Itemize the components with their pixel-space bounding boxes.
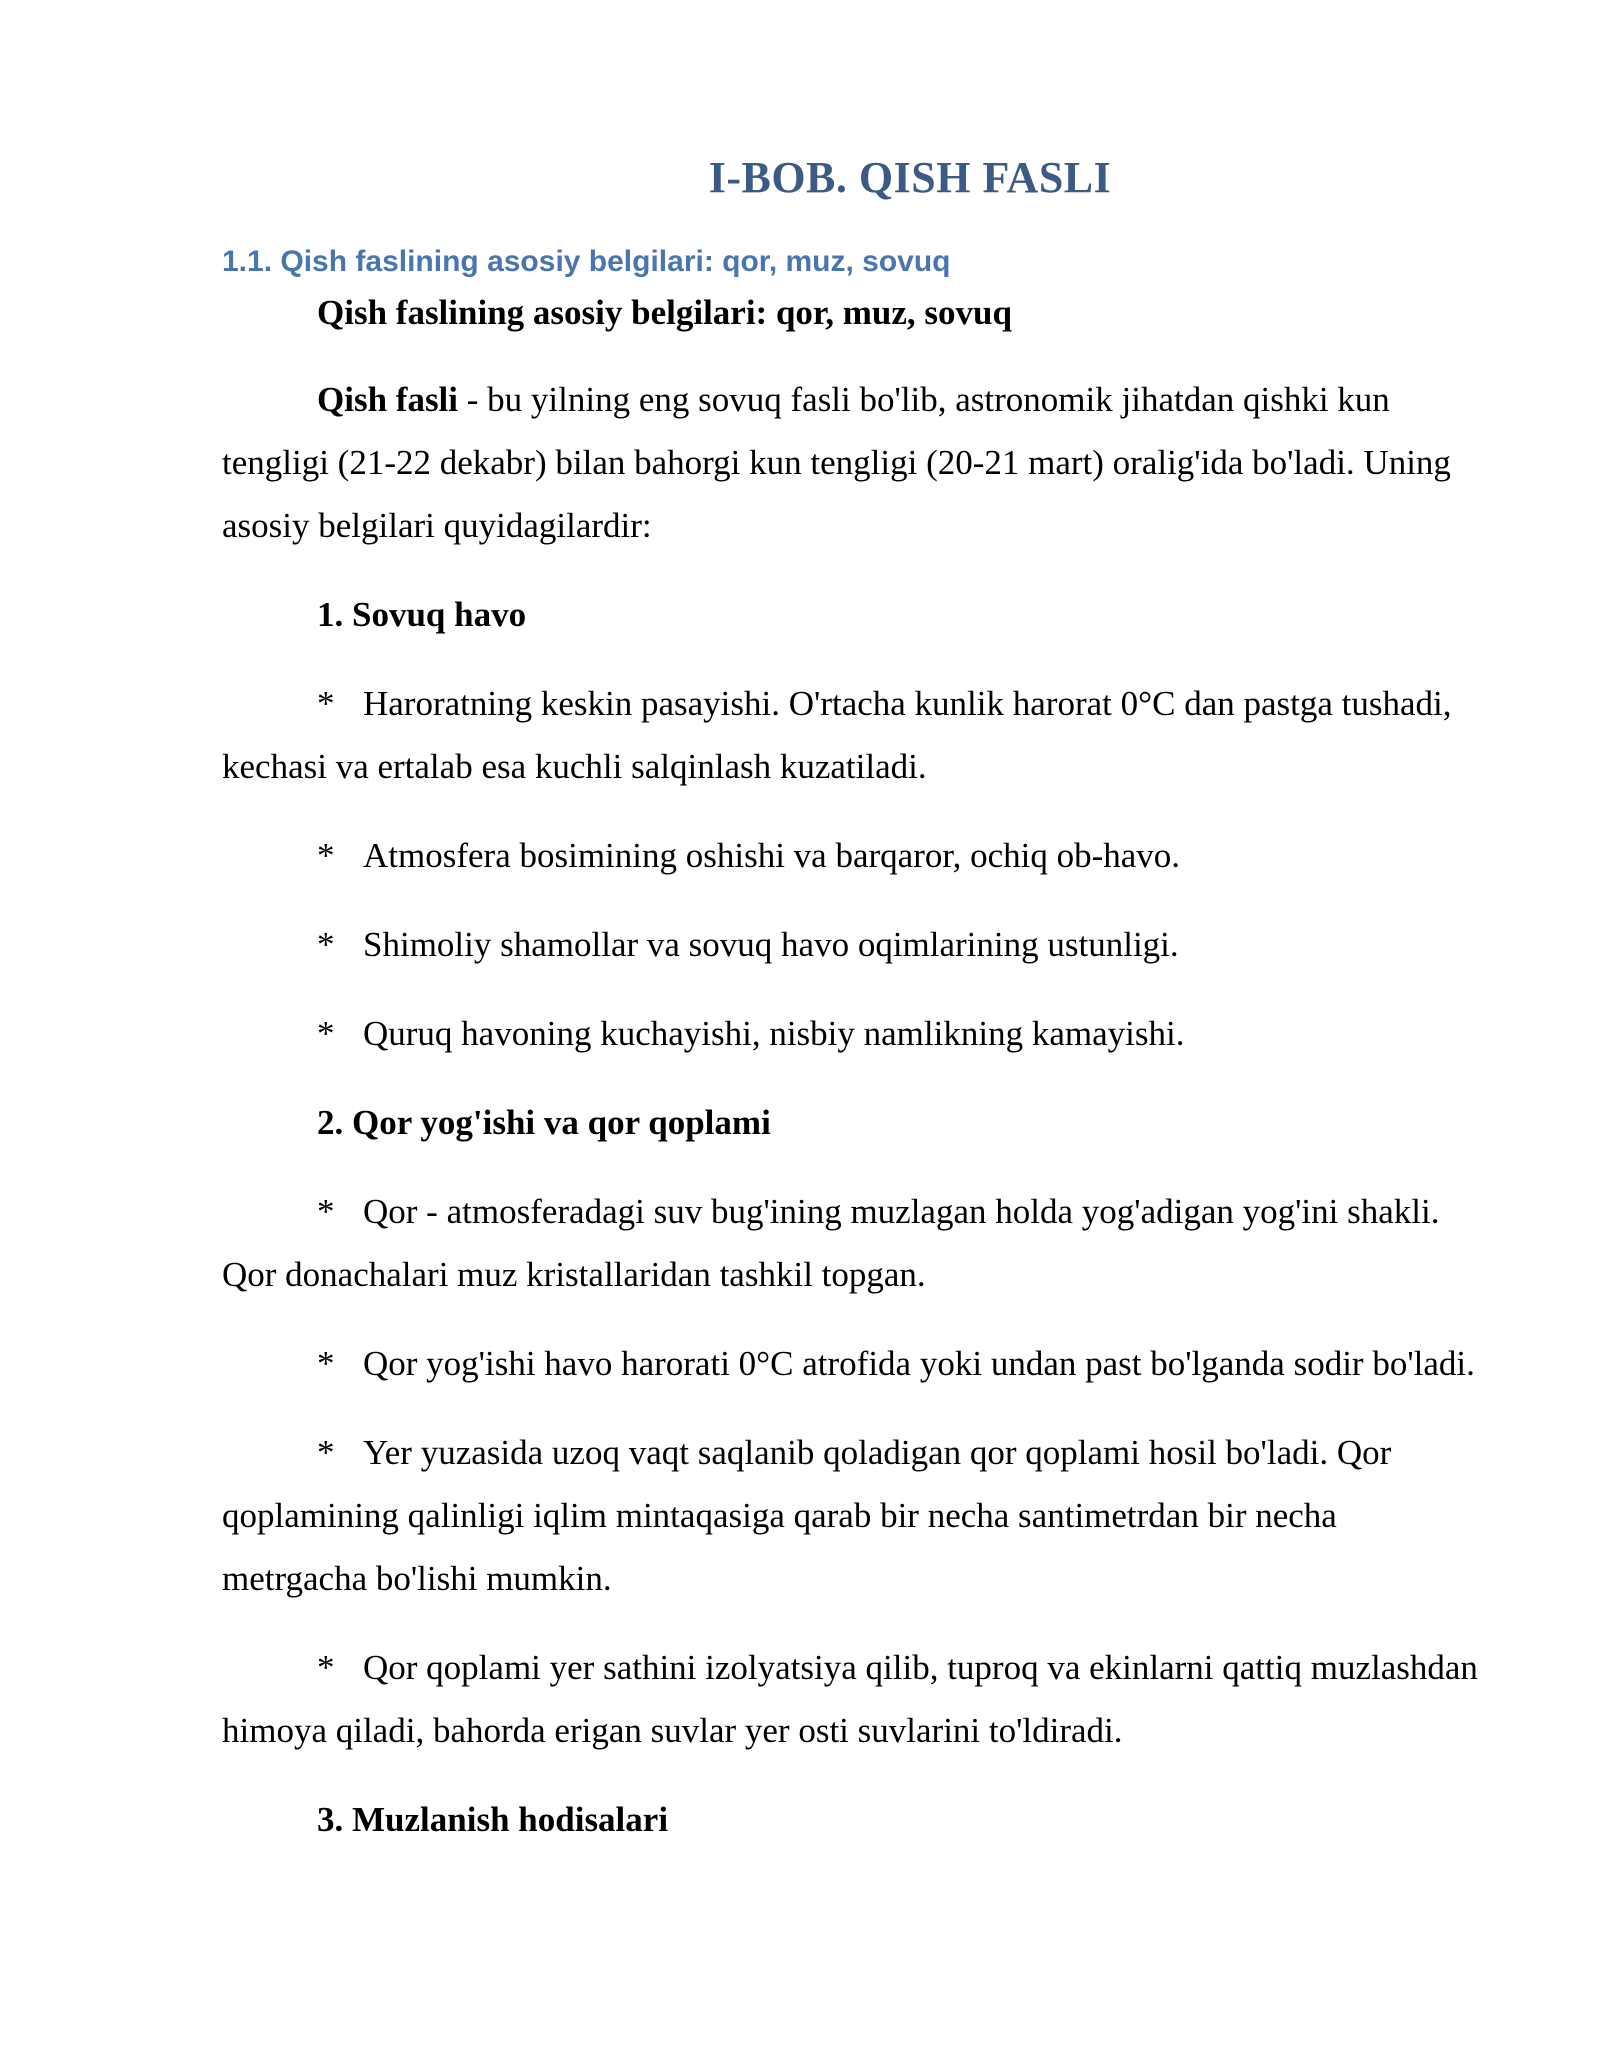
bullet-text: Shimoliy shamollar va sovuq havo oqimlarining ustunligi.	[363, 925, 1179, 964]
bullet-marker: *	[317, 1648, 335, 1687]
numbered-heading: 3. Muzlanish hodisalari	[317, 1800, 669, 1839]
sections-container	[222, 583, 1490, 1851]
intro-paragraph	[222, 368, 1490, 557]
bullet-text: Atmosfera bosimining oshishi va barqaror, ochiq ob-havo.	[363, 836, 1181, 875]
bullet-marker: *	[317, 1344, 335, 1383]
section-heading: 1.1. Qish faslining asosiy belgilari: qor, muz, sovuq	[222, 245, 951, 278]
bullet-marker: *	[317, 836, 335, 875]
bullet-item	[222, 1002, 1490, 1065]
bullet-marker: *	[317, 1014, 335, 1053]
bullet-text: Haroratning keskin pasayishi. O'rtacha kunlik harorat 0°C dan pastga tushadi, kechasi va ertalab esa kuchli salqinlash kuzatiladi.	[222, 684, 1452, 786]
bullet-marker: *	[317, 684, 335, 723]
bullet-text: Qor yog'ishi havo harorati 0°C atrofida yoki undan past bo'lganda sodir bo'ladi.	[363, 1344, 1475, 1383]
bullet-text: Yer yuzasida uzoq vaqt saqlanib qoladigan qor qoplami hosil bo'ladi. Qor qoplamining qalinligi iqlim mintaqasiga qarab bir necha santimetrdan bir necha metrgacha bo'lishi mumkin.	[222, 1433, 1392, 1598]
bullet-text: Qor - atmosferadagi suv bug'ining muzlagan holda yog'adigan yog'ini shakli. Qor donachalari muz kristallaridan tashkil topgan.	[222, 1192, 1440, 1294]
numbered-heading: 2. Qor yog'ishi va qor qoplami	[317, 1103, 771, 1142]
bullet-text: Qor qoplami yer sathini izolyatsiya qilib, tuproq va ekinlarni qattiq muzlashdan himoya qiladi, bahorda erigan suvlar yer osti suvlarini to'ldiradi.	[222, 1648, 1478, 1750]
bullet-item	[222, 1180, 1490, 1306]
bullet-marker: *	[317, 1192, 335, 1231]
intro-text: - bu yilning eng sovuq fasli bo'lib, astronomik jihatdan qishki kun tengligi (21-22 dekabr) bilan bahorgi kun tengligi (20-21 mart) oralig'ida bo'ladi. Uning asosiy belgilari quyidagilardir:	[222, 380, 1451, 545]
bullet-item	[222, 1332, 1490, 1395]
bullet-marker: *	[317, 1433, 335, 1472]
subheading: Qish faslining asosiy belgilari: qor, muz, sovuq	[317, 293, 1012, 332]
bullet-item	[222, 913, 1490, 976]
bullet-marker: *	[317, 925, 335, 964]
chapter-title: I-BOB. QISH FASLI	[708, 153, 1112, 202]
bullet-item	[222, 1636, 1490, 1762]
numbered-heading: 1. Sovuq havo	[317, 595, 527, 634]
bullet-text: Quruq havoning kuchayishi, nisbiy namlikning kamayishi.	[363, 1014, 1185, 1053]
intro-lead: Qish fasli	[317, 380, 459, 419]
bullet-item	[222, 824, 1490, 887]
bullet-item	[222, 1421, 1490, 1610]
bullet-item	[222, 672, 1490, 798]
